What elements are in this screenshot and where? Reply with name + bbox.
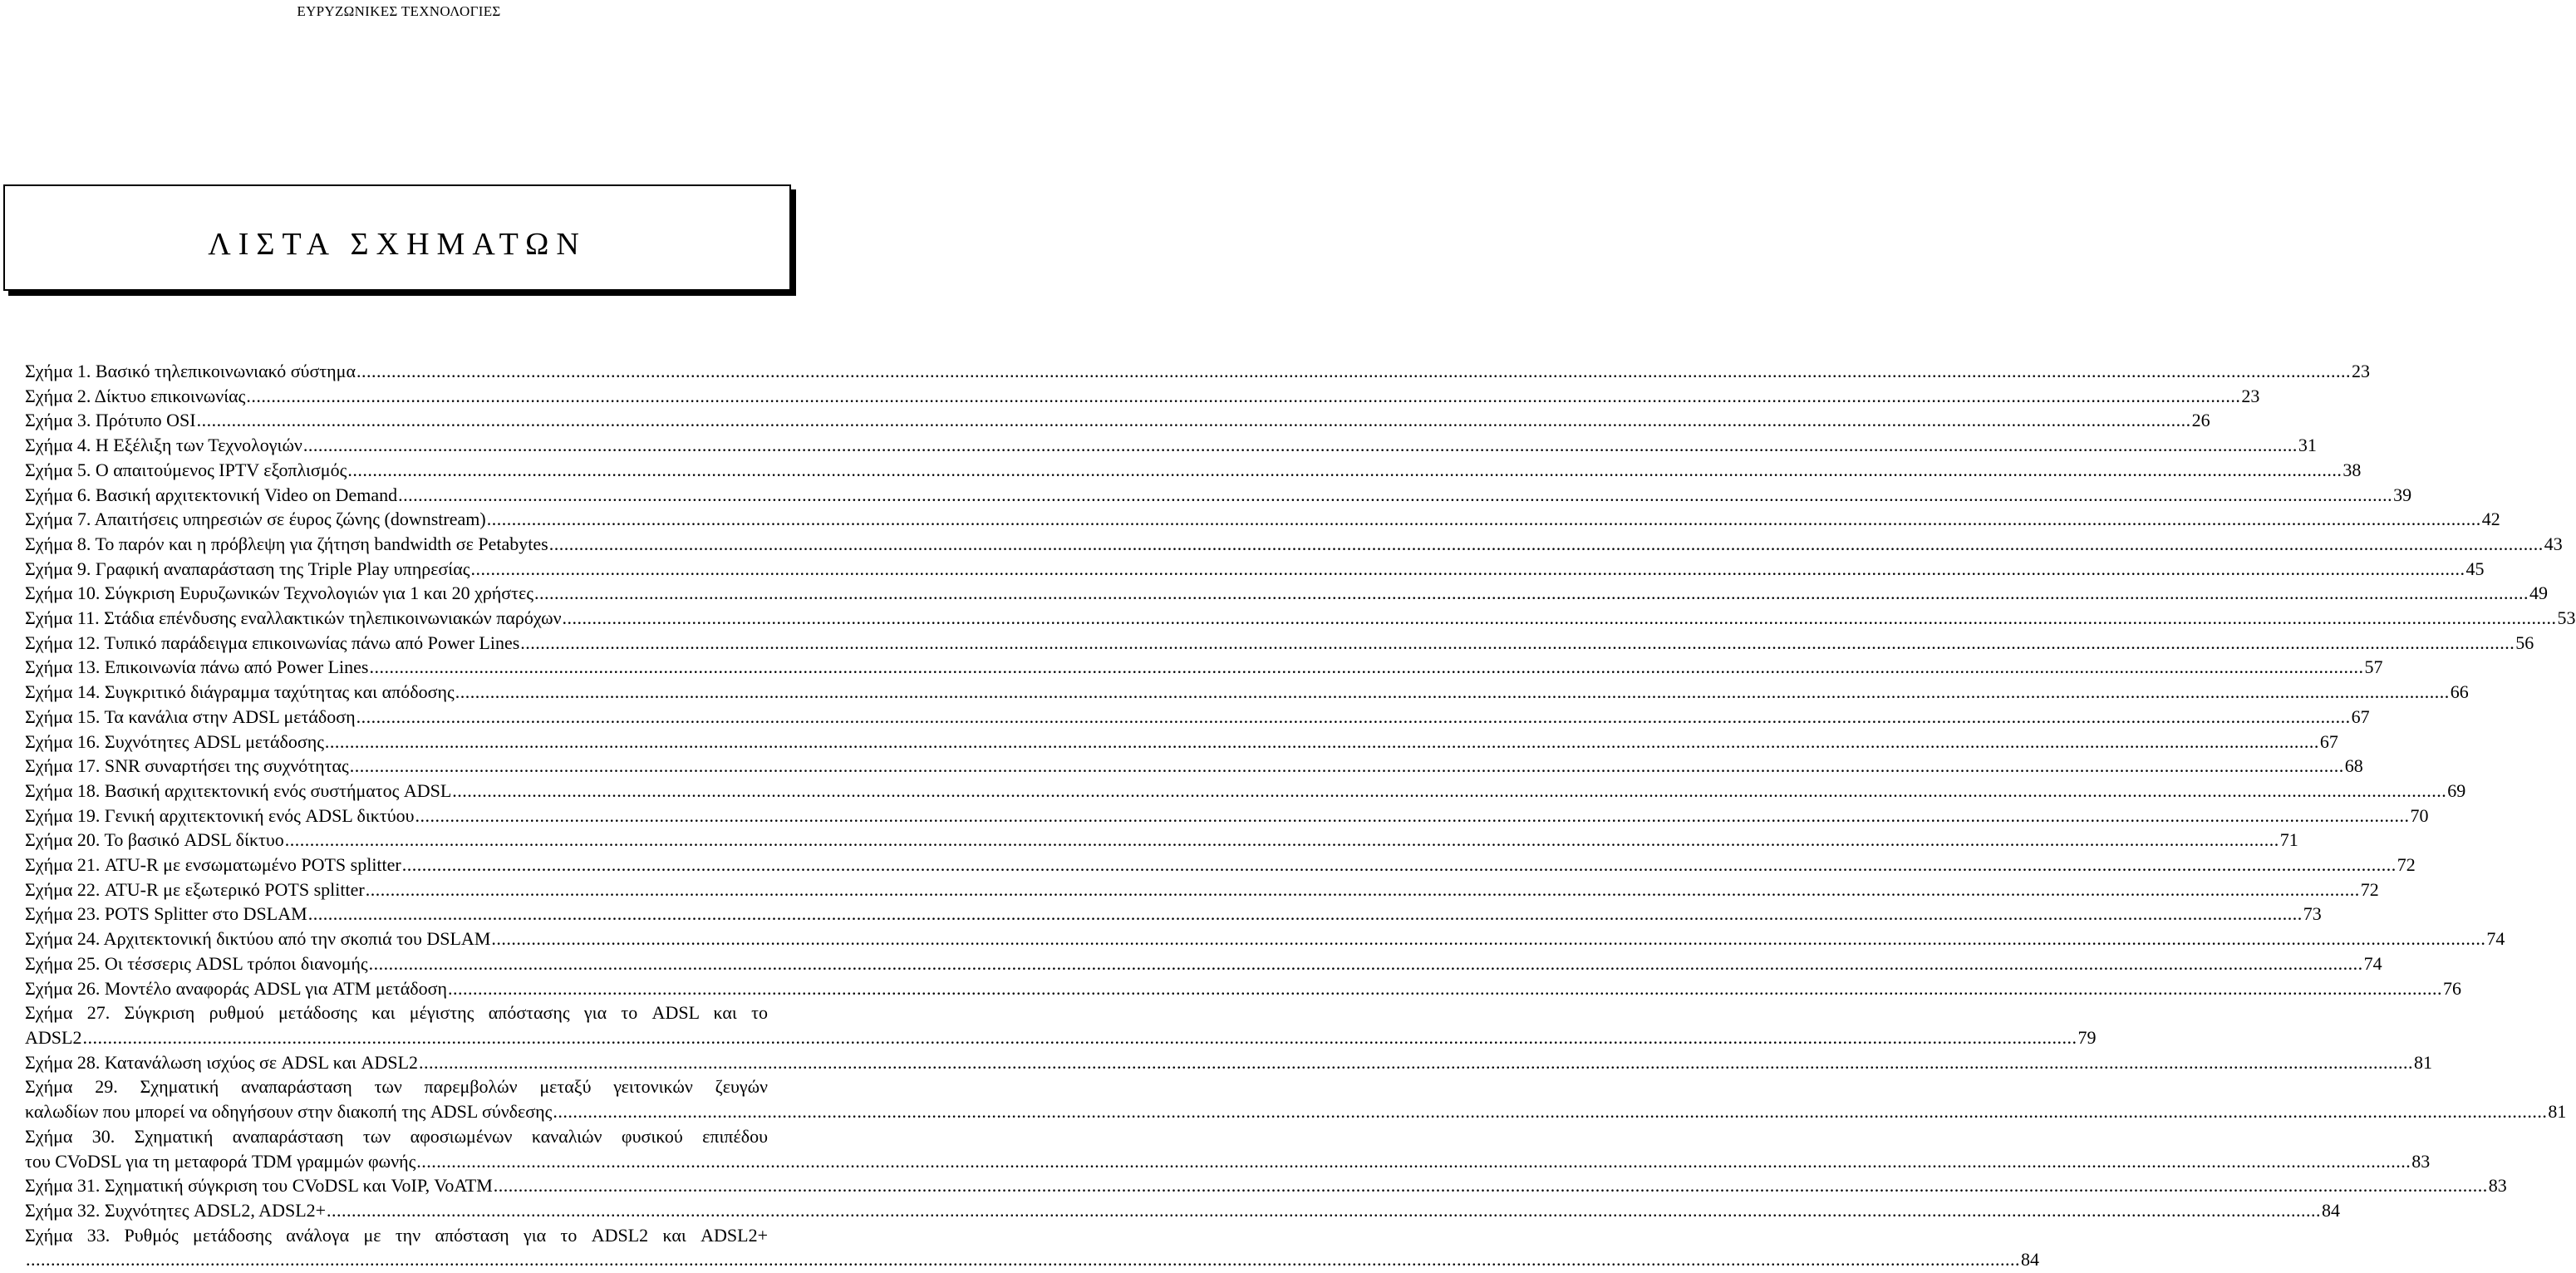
figure-entry-page: 39 [2393,484,2412,505]
dot-leader: ................................................................................................................................................................................................................................................................................................................................................................................................................ [284,829,2279,851]
figure-entry-page: 23 [2351,361,2370,381]
figure-entry-label: Σχήμα 24. Αρχιτεκτονική δικτύου από την σκοπιά του DSLAM [25,928,491,950]
dot-leader: ................................................................................................................................................................................................................................................................................................................................................................................................................ [493,1175,2488,1197]
figure-entry-line [25,779,2466,804]
figure-entry-page: 31 [2298,435,2317,456]
figure-entry[interactable] [25,828,2298,853]
dot-leader: ................................................................................................................................................................................................................................................................................................................................................................................................................ [324,730,2319,752]
dot-leader: ................................................................................................................................................................................................................................................................................................................................................................................................................ [533,582,2529,604]
figure-entry-label: Σχήμα 21. ATU-R με ενσωματωμένο POTS splitter [25,854,401,876]
figure-entry-label-line1: Σχήμα 33. Ρυθμός μετάδοσης ανάλογα με την απόσταση για το ADSL2 και ADSL2+ [25,1224,768,1246]
figure-entry-label: Σχήμα 13. Επικοινωνία πάνω από Power Lines [25,656,369,678]
figure-entry[interactable] [25,408,2210,433]
figure-entry[interactable] [25,1173,2507,1198]
figure-entry-line [25,1050,2433,1075]
figure-entry[interactable] [25,926,2505,951]
figure-entry[interactable] [25,1074,2567,1123]
dot-leader: ................................................................................................................................................................................................................................................................................................................................................................................................................ [82,1026,2077,1048]
figure-entry-line [25,1173,2507,1198]
figure-entry[interactable] [25,507,2500,532]
figure-entry-line [25,532,2563,557]
figure-entry[interactable] [25,680,2469,705]
title-box [3,184,791,291]
figure-entry[interactable] [25,384,2260,409]
figure-entry-label: Σχήμα 10. Σύγκριση Ευρυζωνικών Τεχνολογιών για 1 και 20 χρήστες [25,582,533,604]
dot-leader: ................................................................................................................................................................................................................................................................................................................................................................................................................ [196,410,2191,431]
figure-entry-page: 81 [2414,1051,2433,1073]
figure-entry-page: 67 [2351,705,2370,727]
figure-entry-label: Σχήμα 22. ATU-R με εξωτερικό POTS splitter [25,878,365,900]
dot-leader: ................................................................................................................................................................................................................................................................................................................................................................................................................ [398,484,2393,505]
figure-entry-line [25,433,2317,458]
dot-leader: ................................................................................................................................................................................................................................................................................................................................................................................................................ [401,854,2397,876]
figure-entry-label: ADSL2 [25,1026,82,1048]
dot-leader: ................................................................................................................................................................................................................................................................................................................................................................................................................ [246,385,2241,406]
figure-entry[interactable] [25,532,2563,557]
figure-entry[interactable] [25,754,2363,779]
figure-entry[interactable] [25,581,2548,606]
figure-entry-page: 66 [2450,681,2469,703]
figure-entry-line [25,902,2322,926]
figure-entry-label: Σχήμα 32. Συχνότητες ADSL2, ADSL2+ [25,1199,327,1221]
figure-entry[interactable] [25,631,2534,656]
figure-entry-label: Σχήμα 20. Το βασικό ADSL δίκτυο [25,829,284,851]
figure-entry-line [25,1149,2431,1174]
figure-entry-label: Σχήμα 4. Η Εξέλιξη των Τεχνολογιών [25,435,302,456]
figure-entry-page: 73 [2303,903,2322,925]
figure-entry-line [25,976,2461,1001]
figure-entry[interactable] [25,853,2416,877]
figure-entry-page: 49 [2529,582,2548,604]
figure-entry-page: 71 [2279,829,2298,851]
figure-entry-line [25,853,2416,877]
figure-entry-line [25,754,2363,779]
figure-entry-page: 84 [2322,1199,2341,1221]
figure-entry-line [25,384,2260,409]
figure-entry-page: 56 [2515,632,2534,653]
figure-entry[interactable] [25,433,2317,458]
figure-entry-label: καλωδίων που μπορεί να οδηγήσουν στην διακοπή της ADSL σύνδεσης [25,1101,553,1123]
dot-leader: ................................................................................................................................................................................................................................................................................................................................................................................................................ [365,878,2360,900]
dot-leader: ................................................................................................................................................................................................................................................................................................................................................................................................................ [491,928,2486,950]
figure-entry[interactable] [25,606,2576,631]
figure-entry-line [25,828,2298,853]
figure-entry-page: 79 [2077,1026,2097,1048]
figure-entry-line [25,705,2370,730]
figure-entry-label-line1: Σχήμα 30. Σχηματική αναπαράσταση των αφοσιωμένων καναλιών φυσικού επιπέδου [25,1125,768,1147]
figure-entry-label: Σχήμα 6. Βασική αρχιτεκτονική Video on Demand [25,484,398,505]
figure-entry-label: Σχήμα 12. Τυπικό παράδειγμα επικοινωνίας πάνω από Power Lines [25,632,520,653]
figure-entry-page: 42 [2481,509,2500,530]
dot-leader: ................................................................................................................................................................................................................................................................................................................................................................................................................ [455,681,2450,703]
figure-entry-page: 68 [2344,755,2363,777]
figure-entry-line [25,581,2548,606]
figure-entry-line [25,1247,2039,1272]
figure-entry-page: 83 [2488,1175,2507,1197]
dot-leader: ................................................................................................................................................................................................................................................................................................................................................................................................................ [562,607,2557,629]
dot-leader: ................................................................................................................................................................................................................................................................................................................................................................................................................ [302,435,2298,456]
dot-leader: ................................................................................................................................................................................................................................................................................................................................................................................................................ [447,977,2442,999]
figure-entry-label: Σχήμα 26. Μοντέλο αναφοράς ADSL για ATM μετάδοση [25,977,447,999]
figure-entry-page: 26 [2191,410,2210,431]
figure-entry-line [25,606,2576,631]
figure-entry-page: 83 [2411,1150,2431,1172]
dot-leader: ................................................................................................................................................................................................................................................................................................................................................................................................................ [356,705,2351,727]
figure-entry-label: Σχήμα 14. Συγκριτικό διάγραμμα ταχύτητας και απόδοσης [25,681,455,703]
figure-entry-page: 38 [2342,459,2362,480]
figure-entry[interactable] [25,655,2383,680]
figure-entry-page: 45 [2465,558,2485,579]
figure-entry-line [25,926,2505,951]
figure-entry-page: 70 [2410,804,2429,826]
figure-entry-label: Σχήμα 31. Σχηματική σύγκριση του CVoDSL και VoIP, VoATM [25,1175,493,1197]
dot-leader: ................................................................................................................................................................................................................................................................................................................................................................................................................ [520,632,2515,653]
figure-entry[interactable] [25,705,2370,730]
figure-entry-page: 74 [2486,928,2505,950]
figure-entry-line [25,507,2500,532]
figure-entry-page: 57 [2364,656,2383,678]
dot-leader: ................................................................................................................................................................................................................................................................................................................................................................................................................ [486,509,2481,530]
figure-entry[interactable] [25,976,2461,1001]
figure-entry-line [25,631,2534,656]
figure-entry-label: Σχήμα 16. Συχνότητες ADSL μετάδοσης [25,730,324,752]
figure-entry-line [25,1099,2567,1124]
figure-entry-label: Σχήμα 1. Βασικό τηλεπικοινωνιακό σύστημα [25,361,356,381]
figure-entry-label: Σχήμα 8. Το παρόν και η πρόβλεψη για ζήτηση bandwidth σε Petabytes [25,533,548,554]
figure-entry[interactable] [25,804,2429,828]
dot-leader: ................................................................................................................................................................................................................................................................................................................................................................................................................ [452,779,2447,801]
figure-entry[interactable] [25,1223,2039,1272]
figure-entry-page: 69 [2447,779,2466,801]
figure-entry-label: Σχήμα 15. Τα κανάλια στην ADSL μετάδοση [25,705,356,727]
dot-leader: ................................................................................................................................................................................................................................................................................................................................................................................................................ [368,952,2363,974]
running-header: ΕΥΡΥΖΩΝΙΚΕΣ ΤΕΧΝΟΛΟΓΙΕΣ [297,3,501,19]
figure-entry[interactable] [25,359,2370,384]
figure-entry-line [25,483,2412,508]
figure-entry-page: 74 [2363,952,2382,974]
figure-entry-label: Σχήμα 5. Ο απαιτούμενος IPTV εξοπλισμός [25,459,347,480]
figure-entry-line [25,951,2382,976]
figure-entry[interactable] [25,1124,2431,1173]
dot-leader: ................................................................................................................................................................................................................................................................................................................................................................................................................ [327,1199,2322,1221]
figure-entry[interactable] [25,951,2382,976]
figure-entry[interactable] [25,877,2379,902]
figure-entry-page: 67 [2319,730,2338,752]
figure-entry-page: 76 [2442,977,2461,999]
figure-entry[interactable] [25,1198,2341,1223]
figure-entry-page: 23 [2241,385,2260,406]
dot-leader: ................................................................................................................................................................................................................................................................................................................................................................................................................ [415,804,2410,826]
figure-entry-label: Σχήμα 19. Γενική αρχιτεκτονική ενός ADSL δικτύου [25,804,415,826]
dot-leader: ................................................................................................................................................................................................................................................................................................................................................................................................................ [369,656,2364,678]
figure-entry-page: 84 [2021,1249,2039,1271]
figure-entry-line [25,458,2362,483]
list-of-figures [25,359,2576,1272]
dot-leader: ................................................................................................................................................................................................................................................................................................................................................................................................................ [356,361,2351,381]
figure-entry-label-line1: Σχήμα 29. Σχηματική αναπαράσταση των παρεμβολών μεταξύ γειτονικών ζευγών [25,1076,768,1098]
figure-entry[interactable] [25,902,2322,926]
dot-leader: ................................................................................................................................................................................................................................................................................................................................................................................................................ [548,533,2544,554]
figure-entry-page: 43 [2544,533,2563,554]
dot-leader: ................................................................................................................................................................................................................................................................................................................................................................................................................ [349,755,2344,777]
figure-entry-label: του CVoDSL για τη μεταφορά TDM γραμμών φωνής [25,1150,416,1172]
figure-entry-line [25,408,2210,433]
figure-entry[interactable] [25,730,2338,754]
figure-entry[interactable] [25,557,2485,582]
figure-entry-label: Σχήμα 18. Βασική αρχιτεκτονική ενός συστήματος ADSL [25,779,452,801]
figure-entry-page: 81 [2548,1101,2567,1123]
figure-entry[interactable] [25,1050,2433,1075]
page-title: ΛΙΣΤΑ ΣΧΗΜΑΤΩΝ [208,227,587,262]
figure-entry-page: 72 [2397,854,2416,876]
figure-entry-label: Σχήμα 7. Απαιτήσεις υπηρεσιών σε έυρος ζώνης (downstream) [25,509,486,530]
figure-entry[interactable] [25,483,2412,508]
figure-entry-label: Σχήμα 2. Δίκτυο επικοινωνίας [25,385,246,406]
figure-entry-label: Σχήμα 28. Κατανάλωση ισχύος σε ADSL και ADSL2 [25,1051,419,1073]
figure-entry-line [25,877,2379,902]
figure-entry[interactable] [25,779,2466,804]
dot-leader: ................................................................................................................................................................................................................................................................................................................................................................................................................ [347,459,2342,480]
figure-entry-label: Σχήμα 11. Στάδια επένδυσης εναλλακτικών τηλεπικοινωνιακών παρόχων [25,607,562,629]
figure-entry-label: Σχήμα 23. POTS Splitter στο DSLAM [25,903,307,925]
figure-entry-page: 72 [2360,878,2379,900]
figure-entry-label: Σχήμα 3. Πρότυπο OSI [25,410,196,431]
figure-entry-line [25,359,2370,384]
figure-entry-label: Σχήμα 9. Γραφική αναπαράσταση της Triple Play υπηρεσίας [25,558,470,579]
dot-leader: ................................................................................................................................................................................................................................................................................................................................................................................................................ [307,903,2303,925]
figure-entry[interactable] [25,458,2362,483]
figure-entry-line [25,804,2429,828]
figure-entry-page: 53 [2557,607,2576,629]
figure-entry[interactable] [25,1000,2097,1049]
dot-leader: ................................................................................................................................................................................................................................................................................................................................................................................................................ [26,1249,2020,1271]
dot-leader: ................................................................................................................................................................................................................................................................................................................................................................................................................ [470,558,2465,579]
dot-leader: ................................................................................................................................................................................................................................................................................................................................................................................................................ [416,1150,2411,1172]
figure-entry-line [25,730,2338,754]
dot-leader: ................................................................................................................................................................................................................................................................................................................................................................................................................ [553,1101,2548,1123]
figure-entry-line [25,557,2485,582]
figure-entry-line [25,655,2383,680]
figure-entry-label: Σχήμα 17. SNR συναρτήσει της συχνότητας [25,755,349,777]
dot-leader: ................................................................................................................................................................................................................................................................................................................................................................................................................ [419,1051,2414,1073]
figure-entry-label: Σχήμα 25. Οι τέσσερις ADSL τρόποι διανομής [25,952,368,974]
figure-entry-line [25,680,2469,705]
figure-entry-label-line1: Σχήμα 27. Σύγκριση ρυθμού μετάδοσης και μέγιστης απόστασης για το ADSL και το [25,1002,768,1024]
figure-entry-line [25,1198,2341,1223]
figure-entry-line [25,1025,2097,1050]
